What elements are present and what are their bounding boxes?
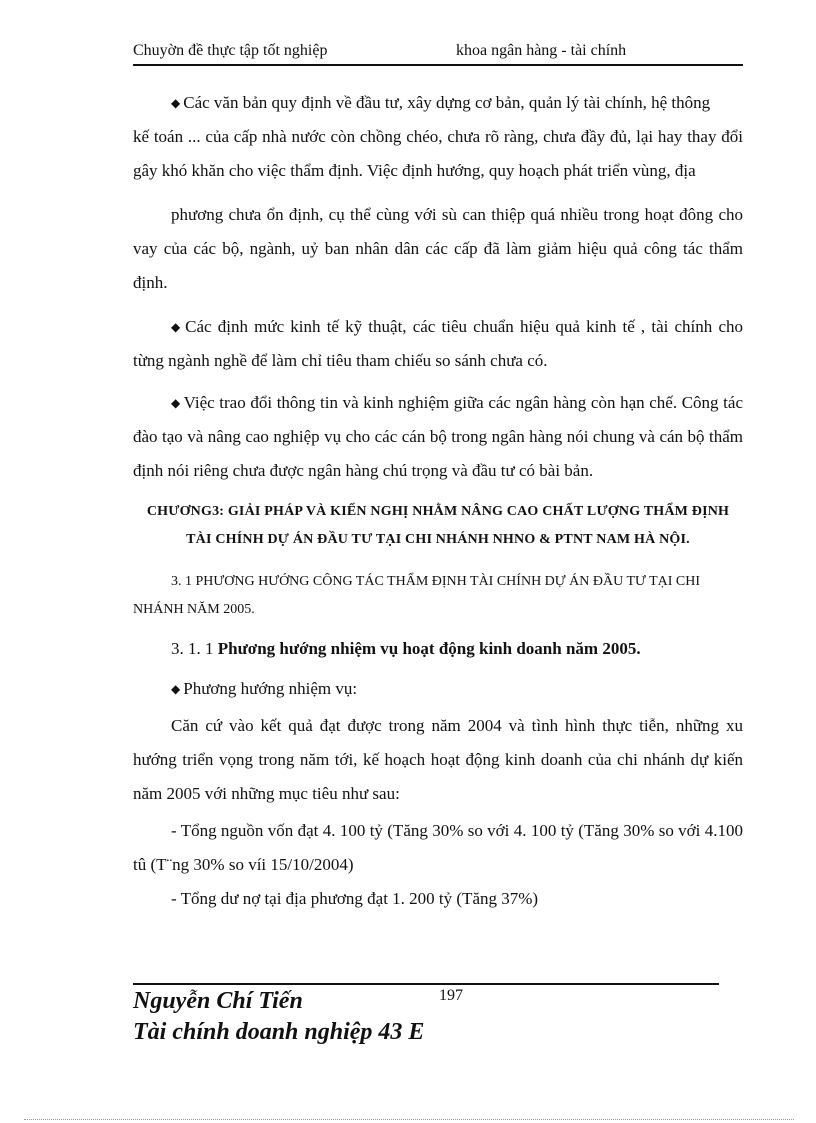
header-left: Chuyờn đề thực tập tốt nghiệp	[133, 42, 328, 59]
section-heading: 3. 1 PHƯƠNG HƯỚNG CÔNG TÁC THẨM ĐỊNH TÀI CHÍNH DỰ ÁN ĐẦU TƯ TẠI CHI NHÁNH NĂM 2005.	[133, 574, 701, 617]
author-class: Tài chính doanh nghiệp 43 E	[133, 1019, 425, 1045]
paragraph-3: ◆ Các định mức kinh tế kỹ thuật, các tiêu chuẩn hiệu quả kinh tế , tài chính cho từng ngành nghề để làm chỉ tiêu tham chiếu so sánh chưa có.	[133, 317, 743, 370]
chapter-heading: CHƯƠNG3: GIẢI PHÁP VÀ KIẾN NGHỊ NHẰM NÂNG CAO CHẤT LƯỢNG THẨM ĐỊNH TÀI CHÍNH DỰ ÁN ĐẦU TƯ TẠI CHI NHÁNH NHNO & PTNT NAM HÀ NỘI.	[146, 504, 730, 547]
section-body: Căn cứ vào kết quả đạt được trong năm 2004 và tình hình thực tiễn, những xu hướng triển vọng trong năm tới, kế hoạch hoạt động kinh doanh của chi nhánh dự kiến năm 2005 với những mục tiêu như sau:	[133, 716, 743, 803]
bullet-line: ◆ Phương hướng nhiệm vụ:	[171, 679, 358, 698]
author-name: Nguyễn Chí Tiến	[133, 988, 303, 1014]
subsection-title: Phương hướng nhiệm vụ hoạt động kinh doanh năm 2005.	[217, 639, 641, 658]
page-edge-divider	[24, 1119, 794, 1120]
paragraph-4: ◆ Việc trao đổi thông tin và kinh nghiệm giữa các ngân hàng còn hạn chế. Công tác đào tạo và nâng cao nghiệp vụ cho các cán bộ trong ngân hàng nói chung và cán bộ thẩm định nói riêng chưa được ngân hàng chú trọng và đầu tư có bài bản.	[133, 393, 743, 480]
diamond-bullet-icon: ◆	[171, 682, 181, 696]
subsection-number: 3. 1. 1	[171, 639, 214, 658]
list-item-2: - Tổng dư nợ tại địa phương đạt 1. 200 tỷ (Tăng 37%)	[171, 889, 539, 908]
page-header	[133, 40, 743, 66]
page-number: 197	[439, 987, 463, 1004]
header-right: khoa ngân hàng - tài chính	[456, 42, 627, 59]
list-item-1: - Tổng nguồn vốn đạt 4. 100 tỷ (Tăng 30% so với 4. 100 tỷ (Tăng 30% so với 4.100 tû (T¨ng 30% so víi 15/10/2004)	[133, 821, 743, 874]
diamond-bullet-icon: ◆	[171, 396, 181, 410]
paragraph-1: ◆ Các văn bản quy định về đầu tư, xây dựng cơ bản, quản lý tài chính, hệ thông kế toán ... của cấp nhà nước còn chồng chéo, chưa rõ ràng, chưa đầy đủ, lại hay thay đổi gây khó khăn cho việc thẩm định. Việc định hướng, quy hoạch phát triển vùng, địa	[133, 93, 743, 180]
footer-rule	[133, 983, 719, 985]
paragraph-2: phương chưa ổn định, cụ thể cùng với sù can thiệp quá nhiều trong hoạt đông cho vay của các bộ, ngành, uỷ ban nhân dân các cấp đã làm giảm hiệu quả công tác thẩm định.	[133, 205, 743, 292]
diamond-bullet-icon: ◆	[171, 96, 181, 110]
subsection-heading	[133, 632, 743, 666]
diamond-bullet-icon: ◆	[171, 320, 183, 334]
